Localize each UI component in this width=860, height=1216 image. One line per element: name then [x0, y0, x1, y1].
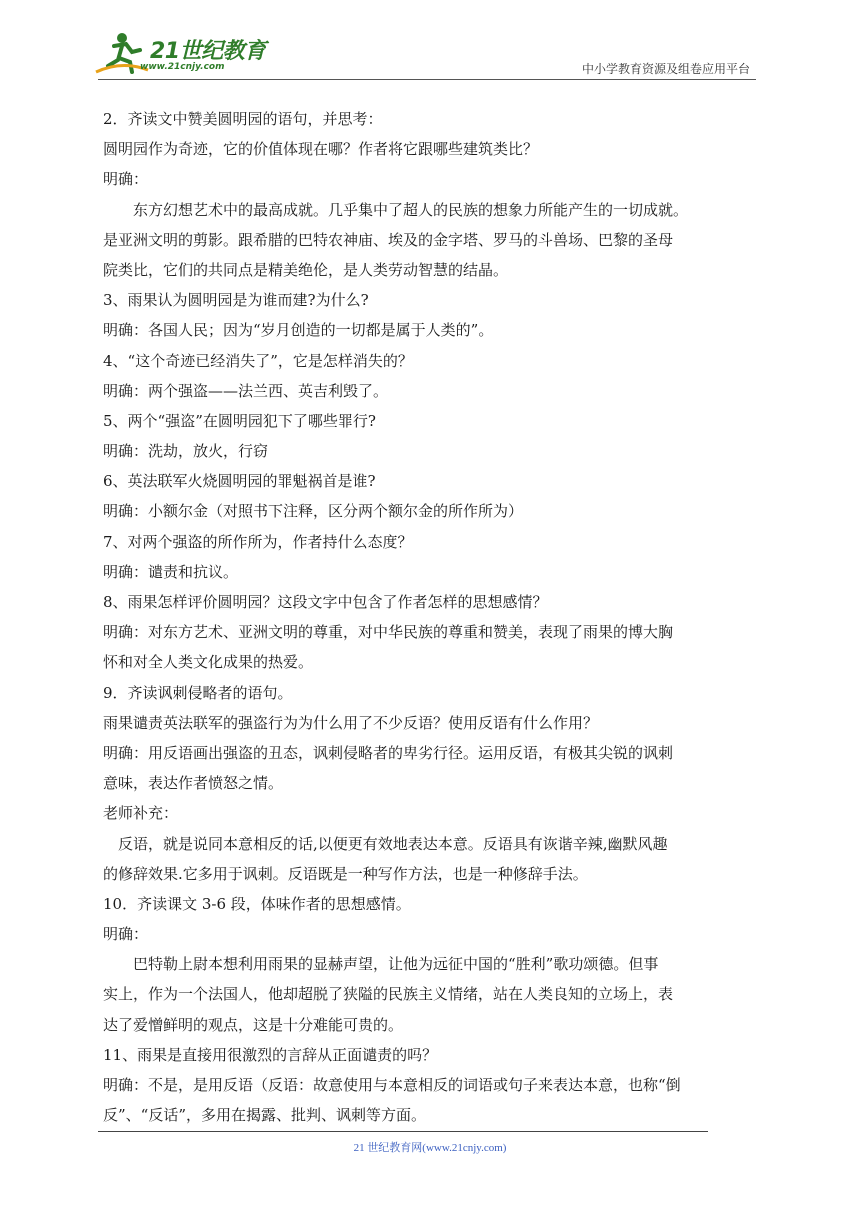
text-line: 的修辞效果.它多用于讽刺。反语既是一种写作方法，也是一种修辞手法。 [103, 864, 588, 883]
text-line: 5、两个“强盗”在圆明园犯下了哪些罪行? [103, 411, 376, 430]
text-line: 8、雨果怎样评价圆明园？这段文字中包含了作者怎样的思想感情？ [103, 593, 548, 611]
logo-url: www.21cnjy.com [140, 62, 225, 72]
text-line: 圆明园作为奇迹，它的价值体现在哪？作者将它跟哪些建筑类比？ [103, 140, 539, 159]
platform-label: 中小学教育资源及组卷应用平台 [581, 62, 750, 76]
text-line: 4、“这个奇迹已经消失了”，它是怎样消失的？ [103, 351, 413, 370]
text-line: 雨果谴责英法联军的强盗行为为什么用了不少反语？使用反语有什么作用？ [103, 713, 599, 732]
text-line: 10．齐读课文 3-6 段，体味作者的思想感情。 [103, 894, 411, 913]
header-divider [98, 79, 756, 80]
text-line: 11、雨果是直接用很激烈的言辞从正面谴责的吗？ [103, 1045, 438, 1064]
text-line: 老师补充： [103, 804, 179, 823]
text-line: 巴特勒上尉本想利用雨果的显赫声望，让他为远征中国的“胜利”歌功颂德。但事 [133, 955, 659, 974]
page-header [0, 0, 860, 90]
logo [92, 30, 266, 80]
text-line: 意味，表达作者愤怒之情。 [103, 774, 284, 793]
text-line: 明确：不是，是用反语（反语：故意使用与本意相反的词语或句子来表达本意，也称“倒 [103, 1076, 681, 1094]
text-line: 明确：两个强盗——法兰西、英吉利毁了。 [103, 381, 389, 400]
text-line: 7、对两个强盗的所作所为，作者持什么态度？ [103, 532, 413, 551]
text-line: 反语，就是说同本意相反的话,以便更有效地表达本意。反语具有诙谐辛辣,幽默风趣 [118, 834, 668, 853]
text-line: 达了爱憎鲜明的观点，这是十分难能可贵的。 [103, 1015, 404, 1034]
text-line: 2．齐读文中赞美圆明园的语句，并思考： [103, 110, 383, 128]
text-line: 怀和对全人类文化成果的热爱。 [103, 653, 314, 672]
text-line: 明确：谴责和抗议。 [103, 562, 239, 581]
text-line: 明确： [103, 170, 149, 189]
text-line: 实上，作为一个法国人，他却超脱了狭隘的民族主义情绪，站在人类良知的立场上，表 [103, 985, 674, 1004]
text-line: 明确：洗劫，放火，行窃 [103, 442, 269, 461]
text-line: 明确：小额尔金（对照书下注释，区分两个额尔金的所作所为） [103, 502, 524, 521]
document-body [103, 104, 763, 1130]
text-line: 3、雨果认为圆明园是为谁而建?为什么? [103, 291, 369, 310]
text-line: 明确：对东方艺术、亚洲文明的尊重，对中华民族的尊重和赞美，表现了雨果的博大胸 [103, 623, 674, 642]
text-line: 明确：用反语画出强盗的丑态，讽刺侵略者的卑劣行径。运用反语，有极其尖锐的讽刺 [103, 743, 674, 762]
text-line: 明确： [103, 925, 149, 944]
footer-text: 21 世纪教育网(www.21cnjy.com) [353, 1142, 507, 1154]
text-line: 是亚洲文明的剪影。跟希腊的巴特农神庙、埃及的金字塔、罗马的斗兽场、巴黎的圣母 [103, 230, 674, 249]
text-line: 反”、“反话”，多用在揭露、批判、讽刺等方面。 [103, 1106, 427, 1125]
text-line: 6、英法联军火烧圆明园的罪魁祸首是谁? [103, 472, 376, 491]
logo-text: 21世纪教育 [150, 39, 266, 64]
text-line: 东方幻想艺术中的最高成就。几乎集中了超人的民族的想象力所能产生的一切成就。 [133, 200, 689, 219]
text-line: 9．齐读讽刺侵略者的语句。 [103, 683, 293, 702]
text-line: 院类比，它们的共同点是精美绝伦，是人类劳动智慧的结晶。 [103, 260, 509, 279]
text-line: 明确：各国人民；因为“岁月创造的一切都是属于人类的”。 [103, 321, 494, 340]
footer-divider [98, 1131, 708, 1132]
